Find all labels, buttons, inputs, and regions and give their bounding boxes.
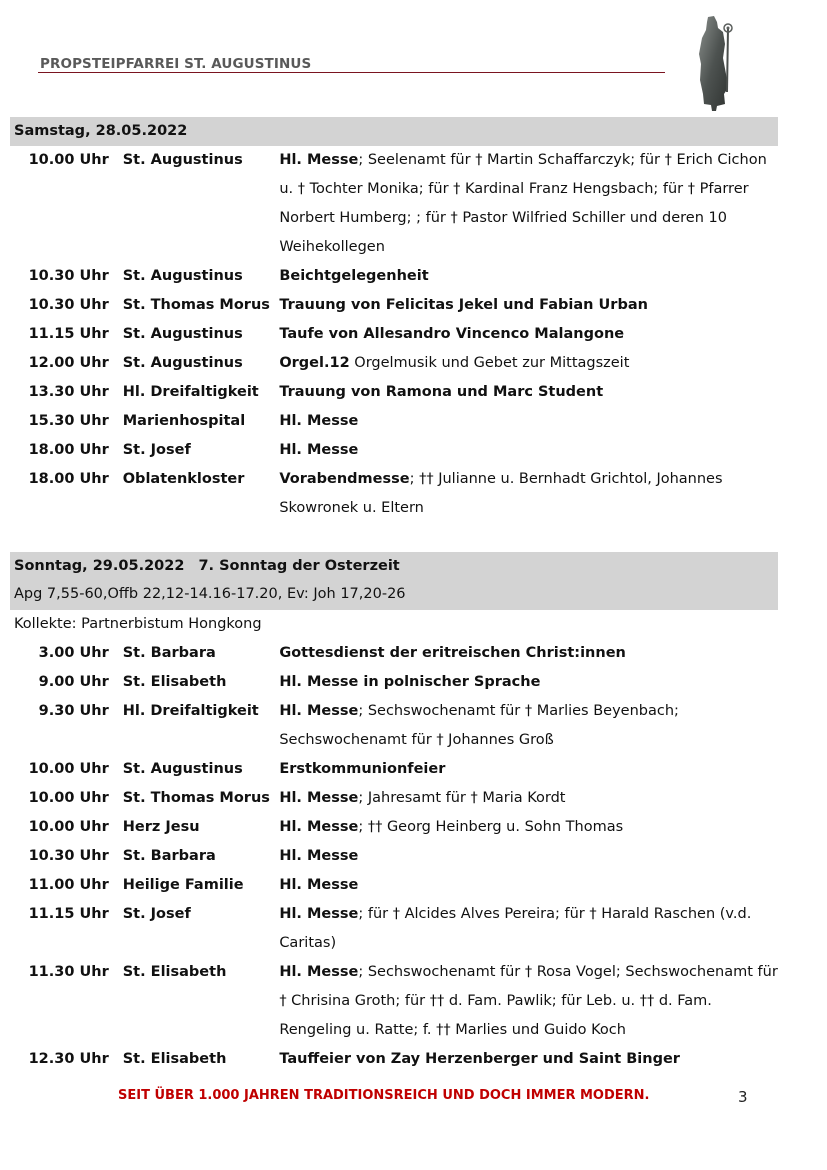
event-location: Oblatenkloster xyxy=(122,471,245,487)
event-title: Hl. Messe xyxy=(279,413,359,429)
event-location: St. Augustinus xyxy=(122,355,243,371)
event-title: Trauung von Felicitas Jekel und Fabian Urban xyxy=(279,297,648,313)
event-description xyxy=(279,465,778,523)
event-description xyxy=(279,755,778,784)
event-description xyxy=(279,291,778,320)
event-row xyxy=(10,146,778,262)
event-title: Erstkommunionfeier xyxy=(279,761,446,777)
event-time: 12.30 Uhr xyxy=(28,1051,109,1067)
event-time: 12.00 Uhr xyxy=(28,355,109,371)
event-details: ; Seelenamt für † Martin Schaffarczyk; für † Erich Cichon u. † Tochter Monika; für † Kardinal Franz Hengsbach; für † Pfarrer Norbert Humberg; ; für † Pastor Wilfried Schiller und deren 10 Weihekollegen xyxy=(279,152,767,255)
event-row xyxy=(10,668,778,697)
event-details: ; †† Georg Heinberg u. Sohn Thomas xyxy=(358,819,624,835)
event-time: 10.30 Uhr xyxy=(28,848,109,864)
event-description xyxy=(279,320,778,349)
event-row xyxy=(10,436,778,465)
event-time: 9.30 Uhr xyxy=(38,703,109,719)
event-description xyxy=(279,842,778,871)
event-time: 10.30 Uhr xyxy=(28,268,109,284)
event-row xyxy=(10,958,778,1045)
day-date: Sonntag, 29.05.2022 xyxy=(14,558,185,574)
event-title: Hl. Messe in polnischer Sprache xyxy=(279,674,541,690)
event-title: Hl. Messe xyxy=(279,964,359,980)
scripture-readings: Apg 7,55-60,Offb 22,12-14.16-17.20, Ev: Joh 17,20-26 xyxy=(10,581,778,610)
event-row xyxy=(10,320,778,349)
event-title: Hl. Messe xyxy=(279,152,359,168)
parish-header-title: PROPSTEIPFARREI ST. AUGUSTINUS xyxy=(40,56,312,72)
footer-slogan: SEIT ÜBER 1.000 JAHREN TRADITIONSREICH UND DOCH IMMER MODERN. xyxy=(118,1088,650,1103)
event-time: 18.00 Uhr xyxy=(28,442,109,458)
event-title: Hl. Messe xyxy=(279,442,359,458)
event-title: Hl. Messe xyxy=(279,703,359,719)
event-row xyxy=(10,1045,778,1074)
event-location: Heilige Familie xyxy=(122,877,244,893)
event-location: St. Barbara xyxy=(122,645,216,661)
event-description xyxy=(279,958,778,1045)
event-time: 11.15 Uhr xyxy=(28,326,109,342)
event-list-saturday xyxy=(10,146,778,523)
day-header-sunday xyxy=(10,552,778,581)
event-location: St. Augustinus xyxy=(122,152,243,168)
event-title: Tauffeier von Zay Herzenberger und Saint Binger xyxy=(279,1051,680,1067)
event-description xyxy=(279,668,778,697)
event-description xyxy=(279,436,778,465)
day-header-saturday xyxy=(10,117,778,146)
event-title: Hl. Messe xyxy=(279,819,359,835)
service-schedule xyxy=(10,117,778,1074)
event-time: 10.00 Uhr xyxy=(28,152,109,168)
event-details: ; Jahresamt für † Maria Kordt xyxy=(358,790,566,806)
event-row xyxy=(10,378,778,407)
event-title: Orgel.12 xyxy=(279,355,350,371)
collection-note: Kollekte: Partnerbistum Hongkong xyxy=(14,616,262,632)
event-details: ; Sechswochenamt für † Marlies Beyenbach; Sechswochenamt für † Johannes Groß xyxy=(279,703,679,748)
event-time: 10.30 Uhr xyxy=(28,297,109,313)
event-row xyxy=(10,291,778,320)
event-location: Hl. Dreifaltigkeit xyxy=(122,703,259,719)
event-time: 11.30 Uhr xyxy=(28,964,109,980)
event-list-sunday xyxy=(10,639,778,1074)
event-description xyxy=(279,871,778,900)
event-location: St. Augustinus xyxy=(122,761,243,777)
event-description xyxy=(279,349,778,378)
event-location: St. Thomas Morus xyxy=(122,790,270,806)
event-description xyxy=(279,378,778,407)
event-row xyxy=(10,697,778,755)
event-location: St. Elisabeth xyxy=(122,674,227,690)
section-spacer xyxy=(10,523,778,552)
event-location: St. Barbara xyxy=(122,848,216,864)
event-row xyxy=(10,784,778,813)
page-number: 3 xyxy=(738,1088,748,1106)
event-time: 9.00 Uhr xyxy=(38,674,109,690)
saint-augustinus-statue-icon xyxy=(690,14,740,112)
event-location: Hl. Dreifaltigkeit xyxy=(122,384,259,400)
event-description xyxy=(279,146,778,262)
event-location: Marienhospital xyxy=(122,413,246,429)
event-description xyxy=(279,813,778,842)
event-location: St. Augustinus xyxy=(122,326,243,342)
event-row xyxy=(10,349,778,378)
event-title: Taufe von Allesandro Vincenco Malangone xyxy=(279,326,625,342)
event-row xyxy=(10,842,778,871)
event-time: 15.30 Uhr xyxy=(28,413,109,429)
event-title: Hl. Messe xyxy=(279,877,359,893)
event-time: 13.30 Uhr xyxy=(28,384,109,400)
event-row xyxy=(10,407,778,436)
event-time: 10.00 Uhr xyxy=(28,790,109,806)
event-time: 10.00 Uhr xyxy=(28,761,109,777)
event-time: 10.00 Uhr xyxy=(28,819,109,835)
event-time: 11.15 Uhr xyxy=(28,906,109,922)
header-divider xyxy=(38,72,665,73)
event-location: St. Josef xyxy=(122,442,191,458)
event-description xyxy=(279,784,778,813)
event-location: St. Thomas Morus xyxy=(122,297,270,313)
event-title: Gottesdienst der eritreischen Christ:innen xyxy=(279,645,626,661)
event-title: Vorabendmesse xyxy=(279,471,410,487)
day-date: Samstag, 28.05.2022 xyxy=(14,123,188,139)
event-row xyxy=(10,813,778,842)
event-title: Hl. Messe xyxy=(279,848,359,864)
event-description xyxy=(279,262,778,291)
event-time: 18.00 Uhr xyxy=(28,471,109,487)
event-description xyxy=(279,900,778,958)
event-time: 3.00 Uhr xyxy=(38,645,109,661)
event-row xyxy=(10,871,778,900)
event-title: Trauung von Ramona und Marc Student xyxy=(279,384,604,400)
liturgical-day: 7. Sonntag der Osterzeit xyxy=(198,558,400,574)
event-details: ; †† Julianne u. Bernhadt Grichtol, Johannes Skowronek u. Eltern xyxy=(279,471,723,516)
event-location: St. Elisabeth xyxy=(122,1051,227,1067)
event-details: ; für † Alcides Alves Pereira; für † Harald Raschen (v.d. Caritas) xyxy=(279,906,752,951)
event-title: Hl. Messe xyxy=(279,790,359,806)
event-location: St. Augustinus xyxy=(122,268,243,284)
event-title: Beichtgelegenheit xyxy=(279,268,429,284)
event-location: Herz Jesu xyxy=(122,819,200,835)
event-title: Hl. Messe xyxy=(279,906,359,922)
event-description xyxy=(279,1045,778,1074)
event-row xyxy=(10,465,778,523)
event-description xyxy=(279,407,778,436)
event-description xyxy=(279,639,778,668)
event-location: St. Elisabeth xyxy=(122,964,227,980)
event-row xyxy=(10,900,778,958)
event-location: St. Josef xyxy=(122,906,191,922)
event-row xyxy=(10,639,778,668)
event-row xyxy=(10,755,778,784)
event-details: ; Sechswochenamt für † Rosa Vogel; Sechswochenamt für † Chrisina Groth; für †† d. Fam. Pawlik; für Leb. u. †† d. Fam. Rengeling u. Ratte; f. †† Marlies und Guido Koch xyxy=(279,964,778,1038)
event-time: 11.00 Uhr xyxy=(28,877,109,893)
event-description xyxy=(279,697,778,755)
event-details: Orgelmusik und Gebet zur Mittagszeit xyxy=(349,355,630,371)
event-row xyxy=(10,262,778,291)
